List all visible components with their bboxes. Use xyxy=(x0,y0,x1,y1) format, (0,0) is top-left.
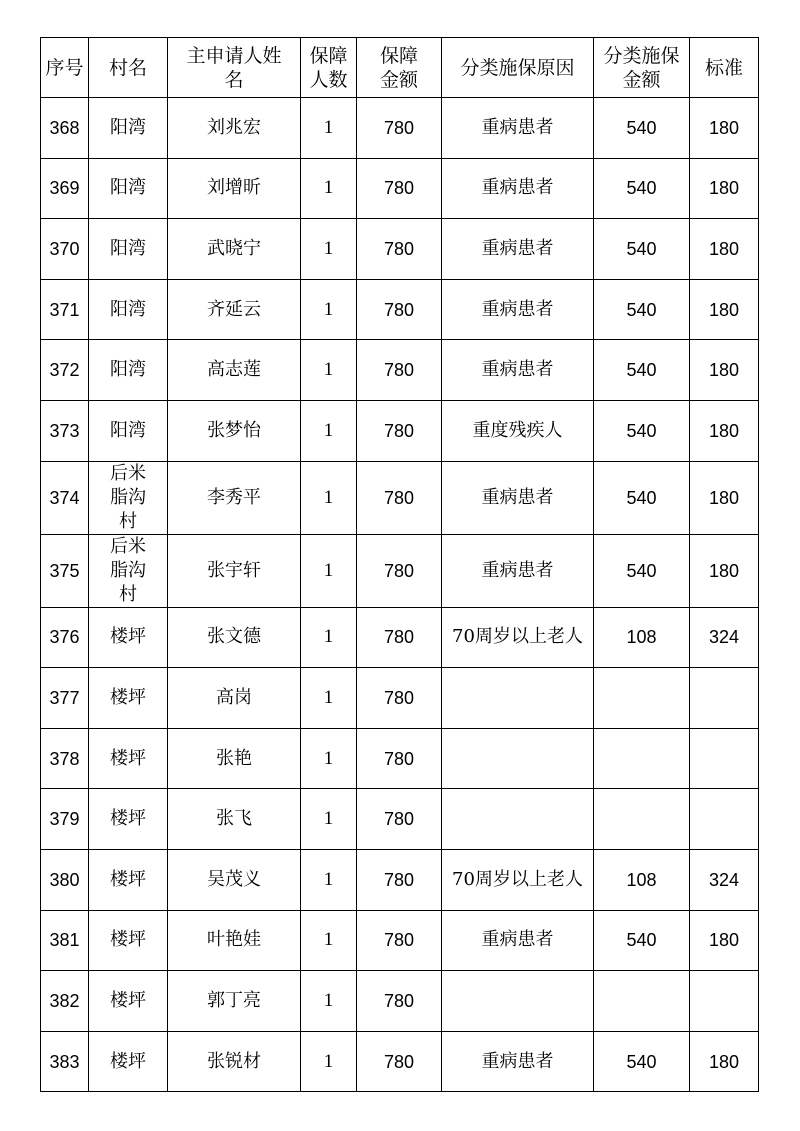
cell-persons: 1 xyxy=(301,607,357,668)
cell-standard xyxy=(690,668,759,729)
cell-village: 楼坪 xyxy=(89,910,168,971)
cell-village: 楼坪 xyxy=(89,1031,168,1092)
cell-seq: 380 xyxy=(41,849,89,910)
cell-persons: 1 xyxy=(301,400,357,461)
cell-amount: 780 xyxy=(357,607,442,668)
cell-reason xyxy=(442,971,594,1032)
cell-reason: 重病患者 xyxy=(442,219,594,280)
cell-persons: 1 xyxy=(301,461,357,534)
header-persons: 保障人数 xyxy=(301,38,357,98)
header-village: 村名 xyxy=(89,38,168,98)
cell-seq: 373 xyxy=(41,400,89,461)
cell-standard: 180 xyxy=(690,534,759,607)
cell-class-amount: 540 xyxy=(594,219,690,280)
cell-amount: 780 xyxy=(357,668,442,729)
cell-seq: 368 xyxy=(41,98,89,159)
cell-class-amount: 540 xyxy=(594,461,690,534)
table-row xyxy=(41,400,759,461)
cell-seq: 375 xyxy=(41,534,89,607)
table-row xyxy=(41,668,759,729)
cell-class-amount: 540 xyxy=(594,400,690,461)
cell-standard xyxy=(690,789,759,850)
cell-persons: 1 xyxy=(301,1031,357,1092)
cell-applicant-name: 吴茂义 xyxy=(168,849,301,910)
cell-reason: 70周岁以上老人 xyxy=(442,849,594,910)
table-row xyxy=(41,1031,759,1092)
table-row xyxy=(41,461,759,534)
cell-village: 楼坪 xyxy=(89,789,168,850)
cell-amount: 780 xyxy=(357,534,442,607)
cell-amount: 780 xyxy=(357,910,442,971)
cell-reason: 重病患者 xyxy=(442,910,594,971)
cell-amount: 780 xyxy=(357,340,442,401)
header-class-amount: 分类施保金额 xyxy=(594,38,690,98)
table-row xyxy=(41,849,759,910)
cell-amount: 780 xyxy=(357,789,442,850)
cell-applicant-name: 张锐材 xyxy=(168,1031,301,1092)
cell-reason: 重病患者 xyxy=(442,461,594,534)
cell-village: 后米脂沟村 xyxy=(89,461,168,534)
cell-class-amount: 540 xyxy=(594,279,690,340)
table-row xyxy=(41,789,759,850)
cell-class-amount xyxy=(594,789,690,850)
cell-class-amount xyxy=(594,971,690,1032)
header-applicant-name: 主申请人姓名 xyxy=(168,38,301,98)
cell-applicant-name: 武晓宁 xyxy=(168,219,301,280)
cell-persons: 1 xyxy=(301,340,357,401)
cell-class-amount: 540 xyxy=(594,340,690,401)
cell-village: 后米脂沟村 xyxy=(89,534,168,607)
cell-seq: 376 xyxy=(41,607,89,668)
cell-amount: 780 xyxy=(357,98,442,159)
cell-class-amount: 540 xyxy=(594,534,690,607)
cell-persons: 1 xyxy=(301,279,357,340)
table-row xyxy=(41,219,759,280)
cell-standard: 180 xyxy=(690,340,759,401)
table-row xyxy=(41,607,759,668)
header-reason: 分类施保原因 xyxy=(442,38,594,98)
cell-seq: 370 xyxy=(41,219,89,280)
cell-applicant-name: 高岗 xyxy=(168,668,301,729)
cell-class-amount: 540 xyxy=(594,98,690,159)
cell-standard: 180 xyxy=(690,158,759,219)
cell-applicant-name: 张宇轩 xyxy=(168,534,301,607)
cell-seq: 381 xyxy=(41,910,89,971)
cell-standard: 324 xyxy=(690,607,759,668)
table-row xyxy=(41,279,759,340)
cell-reason: 重病患者 xyxy=(442,1031,594,1092)
cell-amount: 780 xyxy=(357,728,442,789)
cell-seq: 383 xyxy=(41,1031,89,1092)
cell-persons: 1 xyxy=(301,219,357,280)
cell-seq: 374 xyxy=(41,461,89,534)
cell-amount: 780 xyxy=(357,279,442,340)
cell-class-amount: 540 xyxy=(594,158,690,219)
table-row xyxy=(41,728,759,789)
cell-applicant-name: 李秀平 xyxy=(168,461,301,534)
cell-reason: 70周岁以上老人 xyxy=(442,607,594,668)
cell-reason: 重病患者 xyxy=(442,279,594,340)
cell-class-amount xyxy=(594,728,690,789)
cell-village: 阳湾 xyxy=(89,98,168,159)
cell-village: 楼坪 xyxy=(89,849,168,910)
cell-village: 阳湾 xyxy=(89,219,168,280)
cell-standard: 324 xyxy=(690,849,759,910)
header-seq: 序号 xyxy=(41,38,89,98)
cell-standard: 180 xyxy=(690,219,759,280)
cell-applicant-name: 叶艳娃 xyxy=(168,910,301,971)
cell-persons: 1 xyxy=(301,98,357,159)
cell-class-amount: 108 xyxy=(594,607,690,668)
cell-persons: 1 xyxy=(301,971,357,1032)
table-row xyxy=(41,158,759,219)
table-header xyxy=(41,38,759,98)
cell-amount: 780 xyxy=(357,219,442,280)
cell-amount: 780 xyxy=(357,158,442,219)
cell-standard: 180 xyxy=(690,1031,759,1092)
cell-class-amount xyxy=(594,668,690,729)
cell-amount: 780 xyxy=(357,461,442,534)
header-standard: 标准 xyxy=(690,38,759,98)
table-row xyxy=(41,910,759,971)
table-row xyxy=(41,534,759,607)
cell-reason: 重病患者 xyxy=(442,534,594,607)
cell-applicant-name: 刘兆宏 xyxy=(168,98,301,159)
cell-standard: 180 xyxy=(690,98,759,159)
cell-seq: 382 xyxy=(41,971,89,1032)
table-row xyxy=(41,971,759,1032)
cell-persons: 1 xyxy=(301,534,357,607)
cell-standard: 180 xyxy=(690,461,759,534)
cell-applicant-name: 齐延云 xyxy=(168,279,301,340)
cell-persons: 1 xyxy=(301,158,357,219)
cell-seq: 372 xyxy=(41,340,89,401)
cell-applicant-name: 张梦怡 xyxy=(168,400,301,461)
cell-reason: 重病患者 xyxy=(442,340,594,401)
cell-reason xyxy=(442,728,594,789)
cell-persons: 1 xyxy=(301,910,357,971)
cell-standard xyxy=(690,728,759,789)
table-row xyxy=(41,340,759,401)
cell-class-amount: 108 xyxy=(594,849,690,910)
cell-village: 阳湾 xyxy=(89,158,168,219)
cell-amount: 780 xyxy=(357,849,442,910)
cell-village: 楼坪 xyxy=(89,971,168,1032)
cell-reason: 重病患者 xyxy=(442,158,594,219)
cell-applicant-name: 郭丁亮 xyxy=(168,971,301,1032)
cell-standard xyxy=(690,971,759,1032)
cell-seq: 378 xyxy=(41,728,89,789)
cell-village: 楼坪 xyxy=(89,728,168,789)
cell-village: 阳湾 xyxy=(89,279,168,340)
header-amount: 保障金额 xyxy=(357,38,442,98)
cell-class-amount: 540 xyxy=(594,910,690,971)
cell-seq: 379 xyxy=(41,789,89,850)
cell-standard: 180 xyxy=(690,910,759,971)
cell-village: 阳湾 xyxy=(89,400,168,461)
cell-amount: 780 xyxy=(357,1031,442,1092)
cell-applicant-name: 刘增昕 xyxy=(168,158,301,219)
cell-reason xyxy=(442,789,594,850)
cell-persons: 1 xyxy=(301,668,357,729)
cell-applicant-name: 张文德 xyxy=(168,607,301,668)
table-body xyxy=(41,98,759,1092)
cell-reason: 重病患者 xyxy=(442,98,594,159)
assistance-table xyxy=(40,37,759,1092)
table-row xyxy=(41,98,759,159)
cell-class-amount: 540 xyxy=(594,1031,690,1092)
cell-persons: 1 xyxy=(301,849,357,910)
cell-village: 阳湾 xyxy=(89,340,168,401)
cell-seq: 369 xyxy=(41,158,89,219)
cell-village: 楼坪 xyxy=(89,668,168,729)
cell-standard: 180 xyxy=(690,279,759,340)
cell-persons: 1 xyxy=(301,789,357,850)
cell-seq: 371 xyxy=(41,279,89,340)
cell-reason: 重度残疾人 xyxy=(442,400,594,461)
cell-applicant-name: 张艳 xyxy=(168,728,301,789)
cell-seq: 377 xyxy=(41,668,89,729)
cell-village: 楼坪 xyxy=(89,607,168,668)
cell-applicant-name: 高志莲 xyxy=(168,340,301,401)
cell-amount: 780 xyxy=(357,971,442,1032)
cell-applicant-name: 张飞 xyxy=(168,789,301,850)
cell-standard: 180 xyxy=(690,400,759,461)
cell-persons: 1 xyxy=(301,728,357,789)
cell-amount: 780 xyxy=(357,400,442,461)
cell-reason xyxy=(442,668,594,729)
